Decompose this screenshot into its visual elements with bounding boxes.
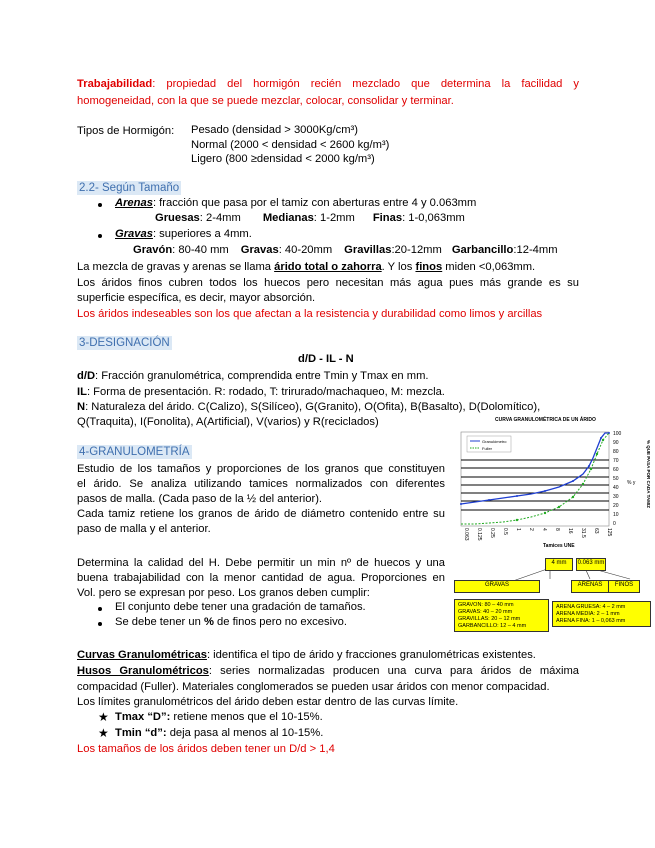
box-gravas-sizes (454, 599, 549, 632)
star-bullet-icon: ★ (98, 710, 109, 724)
box-0063mm: 0.063 mm (576, 558, 606, 571)
tipos-label: Tipos de Hormigón: (77, 125, 175, 137)
finos-line-1: Los áridos finos cubren todos los huecos pero necesitan más agua pues más grande es su (77, 277, 579, 289)
gran-p3-l1: Determina la calidad del H. Debe permitir un min nº de huecos y una (77, 557, 445, 569)
x-tick: 0.5 (502, 528, 508, 535)
box-arenas-sizes (552, 601, 651, 627)
curvas-text: : identifica el tipo de árido y fracciones granulométricas existentes. (206, 649, 536, 661)
tmax-line (115, 711, 323, 723)
gran-p2-l1: Cada tamiz retiene los granos de árido de diámetro contenido entre su (77, 508, 445, 520)
n-label: N (77, 401, 86, 413)
figure-title: CURVA GRANULOMÉTRICA DE UN ÁRIDO (495, 417, 596, 423)
y-tick: 30 (613, 494, 619, 500)
gravas-line (115, 228, 252, 240)
n-line-2: Q(Traquita), I(Fonolita), A(Artificial), V(varios) y R(reciclados) (77, 416, 379, 428)
arenas-term: Arenas (115, 197, 153, 209)
x-tick: 125 (606, 528, 612, 537)
gran-p1-l3: pasos de malla. (Cada paso de la ½ del anterior). (77, 493, 323, 505)
b2-pct: % (203, 616, 214, 628)
y-tick: 70 (613, 458, 619, 464)
gran-p3-l3: Vol. pero se expresan por peso. Los granos deben cumplir: (77, 587, 370, 599)
label-gravas: GRAVAS (454, 580, 540, 593)
il-text: : Forma de presentación. R: rodado, T: trirurado/machaqueo, M: mezcla. (86, 386, 445, 398)
intro-line-2: homogeneidad, con la que se puede mezclar, colocar, consolidar y terminar. (77, 95, 454, 107)
n-line (77, 400, 540, 414)
curvas-term: Curvas Granulométricas (77, 649, 207, 661)
box-left-line: GRAVON: 80 – 40 mm (458, 602, 514, 608)
star-bullet-icon: ★ (98, 726, 109, 740)
arenas-text: : fracción que pasa por el tamiz con aberturas entre 4 y 0.063mm (152, 197, 477, 209)
husos-l2: compacidad (Fuller). Materiales conglomerados se pueden usar áridos con menor compacidad. (77, 681, 550, 693)
gruesas-val: : 2-4mm (199, 212, 241, 224)
y-tick: 80 (613, 449, 619, 455)
legend-granulometro: Granulómetro (482, 439, 507, 444)
dd-text: : Fracción granulométrica, comprendida entre Tmin y Tmax en mm. (95, 370, 429, 382)
finas-label: Finas (372, 212, 403, 224)
designacion-formula: d/D - IL - N (298, 353, 354, 365)
y-axis-unit: % y (627, 480, 636, 486)
y-tick: 60 (613, 467, 619, 473)
medianas-val: : 1-2mm (313, 212, 355, 224)
y-ticks (613, 431, 622, 527)
gran-p1-l1: Estudio de los tamaños y proporciones de los granos que constituyen (77, 463, 445, 475)
y-tick: 40 (613, 485, 619, 491)
mezcla-mid: . Y los (381, 261, 416, 273)
gran-bullet-2 (115, 616, 347, 628)
finos-line-2: superficie específica, es decir, mayor absorción. (77, 292, 316, 304)
x-tick: 63 (593, 528, 599, 534)
gravon-label: Gravón (133, 244, 173, 256)
granulometry-chart (455, 424, 655, 549)
tmin-label: Tmin “d”: (115, 727, 167, 739)
y-tick: 0 (613, 521, 616, 527)
zahorra-term: árido total o zahorra (274, 261, 382, 273)
y-tick: 90 (613, 440, 619, 446)
mezcla-line (77, 260, 535, 274)
box-left-line: GRAVILLAS: 20 – 12 mm (458, 616, 521, 622)
garbancillo-val: :12-4mm (513, 244, 558, 256)
bullet-dot (98, 622, 102, 626)
x-tick: 0.25 (489, 528, 495, 538)
x-tick: 0.125 (476, 528, 482, 541)
y-tick: 50 (613, 476, 619, 482)
il-line (77, 385, 445, 399)
gravon-val: : 80-40 mm (172, 244, 229, 256)
tmin-line (115, 727, 323, 739)
y-tick: 100 (613, 431, 622, 437)
dd-label: d/D (77, 370, 96, 382)
bullet-dot (98, 607, 102, 611)
x-tick: 8 (554, 528, 560, 531)
indeseables-line: Los áridos indeseables son los que afectan a la resistencia y durabilidad como limos y arcillas (77, 308, 543, 320)
tmax-label: Tmax “D”: (115, 711, 171, 723)
tipo-pesado: Pesado (densidad > 3000Kg/cm³) (191, 124, 358, 136)
arenas-line (115, 197, 476, 209)
il-label: IL (77, 386, 87, 398)
bullet-dot (98, 203, 102, 207)
finas-val: : 1-0,063mm (402, 212, 465, 224)
y-tick: 10 (613, 512, 619, 518)
mezcla-pre: La mezcla de gravas y arenas se llama (77, 261, 275, 273)
gran-bullet-1: El conjunto debe tener una gradación de tamaños. (115, 601, 366, 613)
intro-text: : propiedad del hormigón recién mezclado que determina la facilidad y (152, 78, 579, 90)
heading-designacion: 3-DESIGNACIÓN (79, 337, 170, 349)
heading-granulometria: 4-GRANULOMETRÍA (79, 446, 190, 458)
bullet-dot (98, 234, 102, 238)
box-right-line: ARENA FINA: 1 – 0,063 mm (556, 618, 626, 624)
dd-line (77, 369, 429, 383)
y-axis-title: % QUE PASA POR CADA TAMIZ (646, 440, 651, 509)
arenas-sizes (155, 212, 465, 224)
box-4mm: 4 mm (545, 558, 573, 571)
x-tick: 1 (515, 528, 521, 531)
x-tick: 4 (541, 528, 547, 531)
medianas-label: Medianas (262, 212, 314, 224)
gravas-text: : superiores a 4mm. (152, 228, 252, 240)
b2-pre: Se debe tener un (115, 616, 204, 628)
gravas2-val: : 40-20mm (278, 244, 333, 256)
tmax-text: retiene menos que el 10-15%. (170, 711, 323, 723)
x-tick: 31.5 (580, 528, 586, 538)
gravas-term: Gravas (115, 228, 153, 240)
y-tick: 20 (613, 503, 619, 509)
curvas-line (77, 648, 536, 662)
n-text: : Naturaleza del árido. C(Calizo), S(Silíceo), G(Granito), O(Ofita), B(Basalto), D(Dolomítico), (85, 401, 541, 413)
tmin-text: deja pasa al menos al 10-15%. (166, 727, 324, 739)
gruesas-label: Gruesas (155, 212, 200, 224)
gravillas-label: Gravillas (344, 244, 392, 256)
x-ticks (463, 528, 612, 541)
gran-p2-l2: paso de malla y el anterior. (77, 523, 211, 535)
legend-fuller: Fuller (482, 446, 493, 451)
box-right-line: ARENA MEDIA: 2 – 1 mm (556, 611, 620, 617)
box-right-line: ARENA GRUESA: 4 – 2 mm (556, 604, 626, 610)
gravas2-label: Gravas (240, 244, 279, 256)
x-tick: 2 (528, 528, 534, 531)
finos-term: finos (415, 261, 443, 273)
tipo-ligero: Ligero (800 ≥densidad < 2000 kg/m³) (191, 153, 375, 165)
intro-term: Trabajabilidad (77, 78, 153, 90)
label-finos: FINOS (608, 580, 640, 593)
gran-p3-l2: buena trabajabilidad con la menor cantidad de agua. Proporciones en (77, 572, 445, 584)
mezcla-post: miden <0,063mm. (442, 261, 536, 273)
box-left-line: GARBANCILLO: 12 – 4 mm (458, 623, 527, 629)
husos-term: Husos Granulométricos (77, 665, 209, 677)
gran-p1-l2: el árido. Se analiza utilizando tamices normalizados con diferentes (77, 478, 445, 490)
x-tick: 0.063 (463, 528, 469, 541)
ratio-line: Los tamaños de los áridos deben tener un D/d > 1,4 (77, 743, 335, 755)
husos-text: : series normalizadas producen una curva para áridos de máxima (208, 665, 579, 677)
gravillas-val: :20-12mm (391, 244, 442, 256)
husos-l3: Los límites granulométricos del árido deben estar dentro de las curvas límite. (77, 696, 459, 708)
label-arenas: ARENAS (571, 580, 609, 593)
b2-post: de finos pero no excesivo. (213, 616, 347, 628)
heading-segun-tamano: 2.2- Según Tamaño (79, 182, 180, 194)
x-tick: 16 (567, 528, 573, 534)
legend (467, 436, 511, 452)
x-axis-title: Tamices UNE (543, 543, 575, 549)
garbancillo-label: Garbancillo (451, 244, 514, 256)
gravas-sizes (133, 244, 558, 256)
husos-line (77, 664, 579, 678)
tipo-normal: Normal (2000 < densidad < 2600 kg/m³) (191, 139, 390, 151)
box-left-line: GRAVAS: 40 – 20 mm (458, 609, 513, 615)
intro-line-1 (77, 77, 579, 91)
